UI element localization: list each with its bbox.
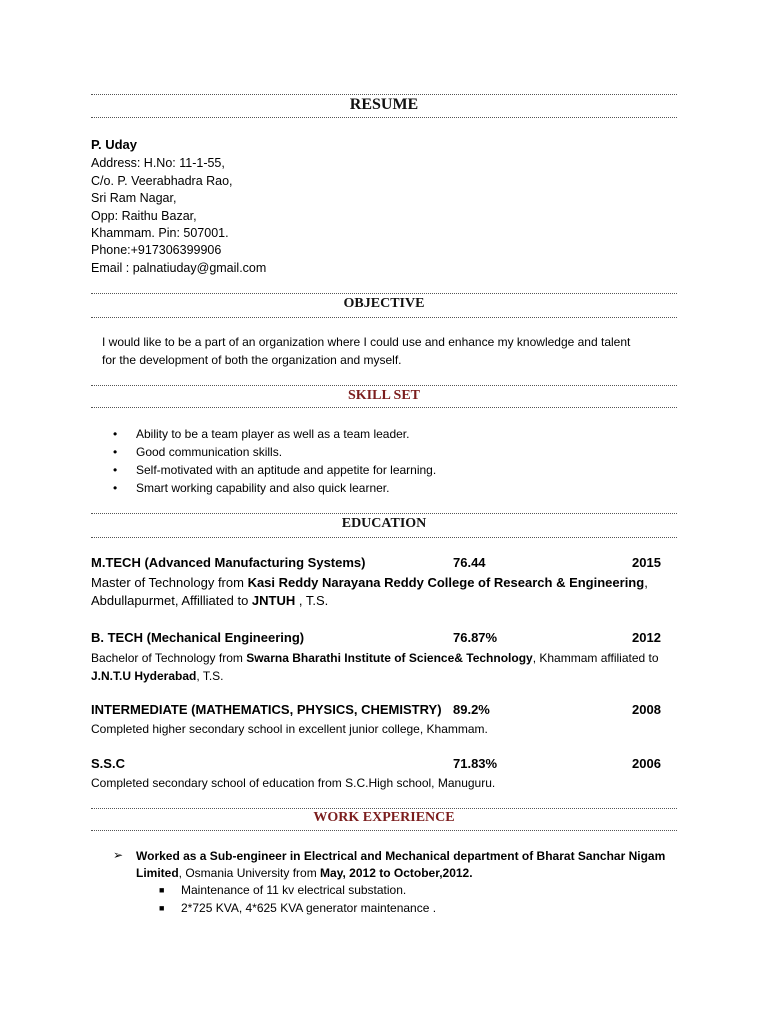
work-line: Limited, Osmania University from May, 2012 to October,2012. [136,866,473,880]
skill-item: • Smart working capability and also quick learner. [113,481,390,495]
divider [91,513,677,514]
education-heading: EDUCATION [341,516,427,531]
email-line [91,259,266,277]
skill-item: • Good communication skills. [113,445,283,459]
address-line: Sri Ram Nagar, [91,191,177,205]
skills-heading: SKILL SET [348,388,420,403]
degree-year: 2006 [632,756,661,771]
work-heading: WORK EXPERIENCE [313,810,455,825]
skill-item: • Self-motivated with an aptitude and appetite for learning. [113,463,437,477]
degree-year: 2015 [632,555,661,570]
skills-list [113,425,436,497]
education-detail: J.N.T.U Hyderabad, T.S. [91,669,224,683]
candidate-name: P. Uday [91,137,138,152]
degree-year: 2008 [632,702,661,717]
email-label: Email : [91,261,130,275]
address-line: Address: H.No: 11-1-55, [91,156,225,170]
degree-title: M.TECH (Advanced Manufacturing Systems) [91,555,366,570]
objective-heading: OBJECTIVE [343,296,425,311]
objective-line: for the development of both the organization and myself. [102,353,402,367]
skill-item: • Ability to be a team player as well as a team leader. [113,427,410,441]
education-entry-header [91,630,677,648]
degree-score: 89.2% [453,702,490,717]
divider [91,117,677,118]
degree-title: S.S.C [91,756,125,771]
divider [91,808,677,809]
square-bullet-icon: ■ [159,903,165,913]
education-detail: Completed higher secondary school in excellent junior college, Khammam. [91,722,488,736]
resume-title: RESUME [349,96,419,113]
education-entry-header [91,756,677,774]
bullet-icon: • [113,445,118,459]
work-subitem: 2*725 KVA, 4*625 KVA generator maintenance . [181,901,437,915]
divider [91,293,677,294]
bullet-icon: • [113,463,118,477]
education-entry-header [91,555,677,573]
divider [91,407,677,408]
address-line: Opp: Raithu Bazar, [91,209,197,223]
arrow-bullet-icon: ➢ [113,848,124,862]
divider [91,830,677,831]
bullet-icon: • [113,481,118,495]
degree-score: 71.83% [453,756,498,771]
work-line: Worked as a Sub-engineer in Electrical and Mechanical department of Bharat Sanchar Nigam [136,849,666,863]
email-address[interactable]: palnatiuday@gmail.com [132,261,267,275]
education-detail: Bachelor of Technology from Swarna Bharathi Institute of Science& Technology, Khammam affiliated to [91,651,659,665]
divider [91,537,677,538]
degree-score: 76.87% [453,630,498,645]
degree-score: 76.44 [453,555,486,570]
address-line: Khammam. Pin: 507001. [91,226,229,240]
divider [91,385,677,386]
square-bullet-icon: ■ [159,885,165,895]
education-detail: Completed secondary school of education from S.C.High school, Manuguru. [91,776,496,790]
degree-year: 2012 [632,630,661,645]
objective-line: I would like to be a part of an organization where I could use and enhance my knowledge and talent [102,335,631,349]
divider [91,317,677,318]
degree-title: INTERMEDIATE (MATHEMATICS, PHYSICS, CHEMISTRY) [91,702,442,717]
work-subitem: Maintenance of 11 kv electrical substation. [181,883,407,897]
education-detail: Abdullapurmet, Affilliated to JNTUH , T.S. [91,593,329,608]
address-line: C/o. P. Veerabhadra Rao, [91,174,233,188]
phone-line: Phone:+917306399906 [91,243,222,257]
education-detail: Master of Technology from Kasi Reddy Narayana Reddy College of Research & Engineering, [91,575,648,590]
education-entry-header [91,702,677,720]
divider [91,94,677,95]
bullet-icon: • [113,427,118,441]
degree-title: B. TECH (Mechanical Engineering) [91,630,305,645]
